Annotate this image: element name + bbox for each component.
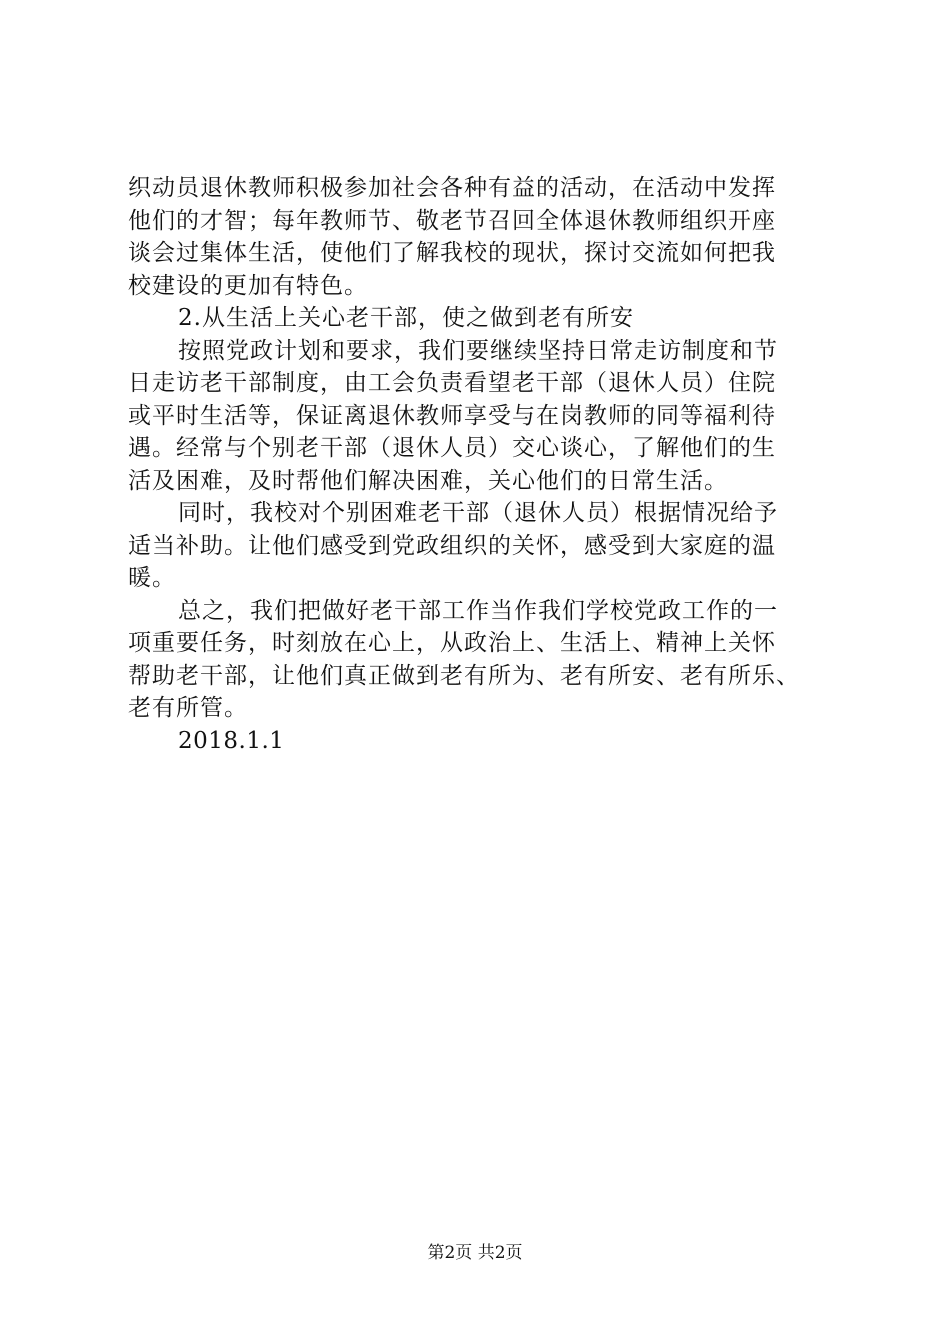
- document-date: 2018.1.1: [178, 727, 285, 754]
- text-line: 按照党政计划和要求，我们要继续坚持日常走访制度和节: [178, 337, 778, 364]
- text-line: 谈会过集体生活，使他们了解我校的现状，探讨交流如何把我: [128, 240, 776, 266]
- text-line: 暖。: [128, 565, 176, 591]
- text-line: 或平时生活等，保证离退休教师享受与在岗教师的同等福利待: [128, 402, 776, 429]
- text-line: 活及困难，及时帮他们解决困难，关心他们的日常生活。: [128, 467, 728, 494]
- document-body: [128, 172, 828, 757]
- text-line: 总之，我们把做好老干部工作当作我们学校党政工作的一: [178, 597, 778, 624]
- text-line: 日走访老干部制度，由工会负责看望老干部（退休人员）住院: [128, 370, 776, 396]
- text-line: 项重要任务，时刻放在心上，从政治上、生活上、精神上关怀: [128, 630, 776, 656]
- section-heading: 2.从生活上关心老干部，使之做到老有所安: [178, 305, 634, 331]
- text-line: 他们的才智；每年教师节、敬老节召回全体退休教师组织开座: [128, 207, 776, 234]
- text-line: 织动员退休教师积极参加社会各种有益的活动，在活动中发挥: [128, 175, 776, 201]
- text-line: 适当补助。让他们感受到党政组织的关怀，感受到大家庭的温: [128, 532, 776, 559]
- page-footer: 第2页 共2页: [427, 1243, 523, 1263]
- text-line: 校建设的更加有特色。: [128, 272, 368, 299]
- text-line: 帮助老干部，让他们真正做到老有所为、老有所安、老有所乐、: [128, 662, 800, 689]
- text-line: 老有所管。: [128, 695, 248, 721]
- text-line: 遇。经常与个别老干部（退休人员）交心谈心，了解他们的生: [128, 435, 776, 461]
- text-line: 同时，我校对个别困难老干部（退休人员）根据情况给予: [178, 500, 778, 526]
